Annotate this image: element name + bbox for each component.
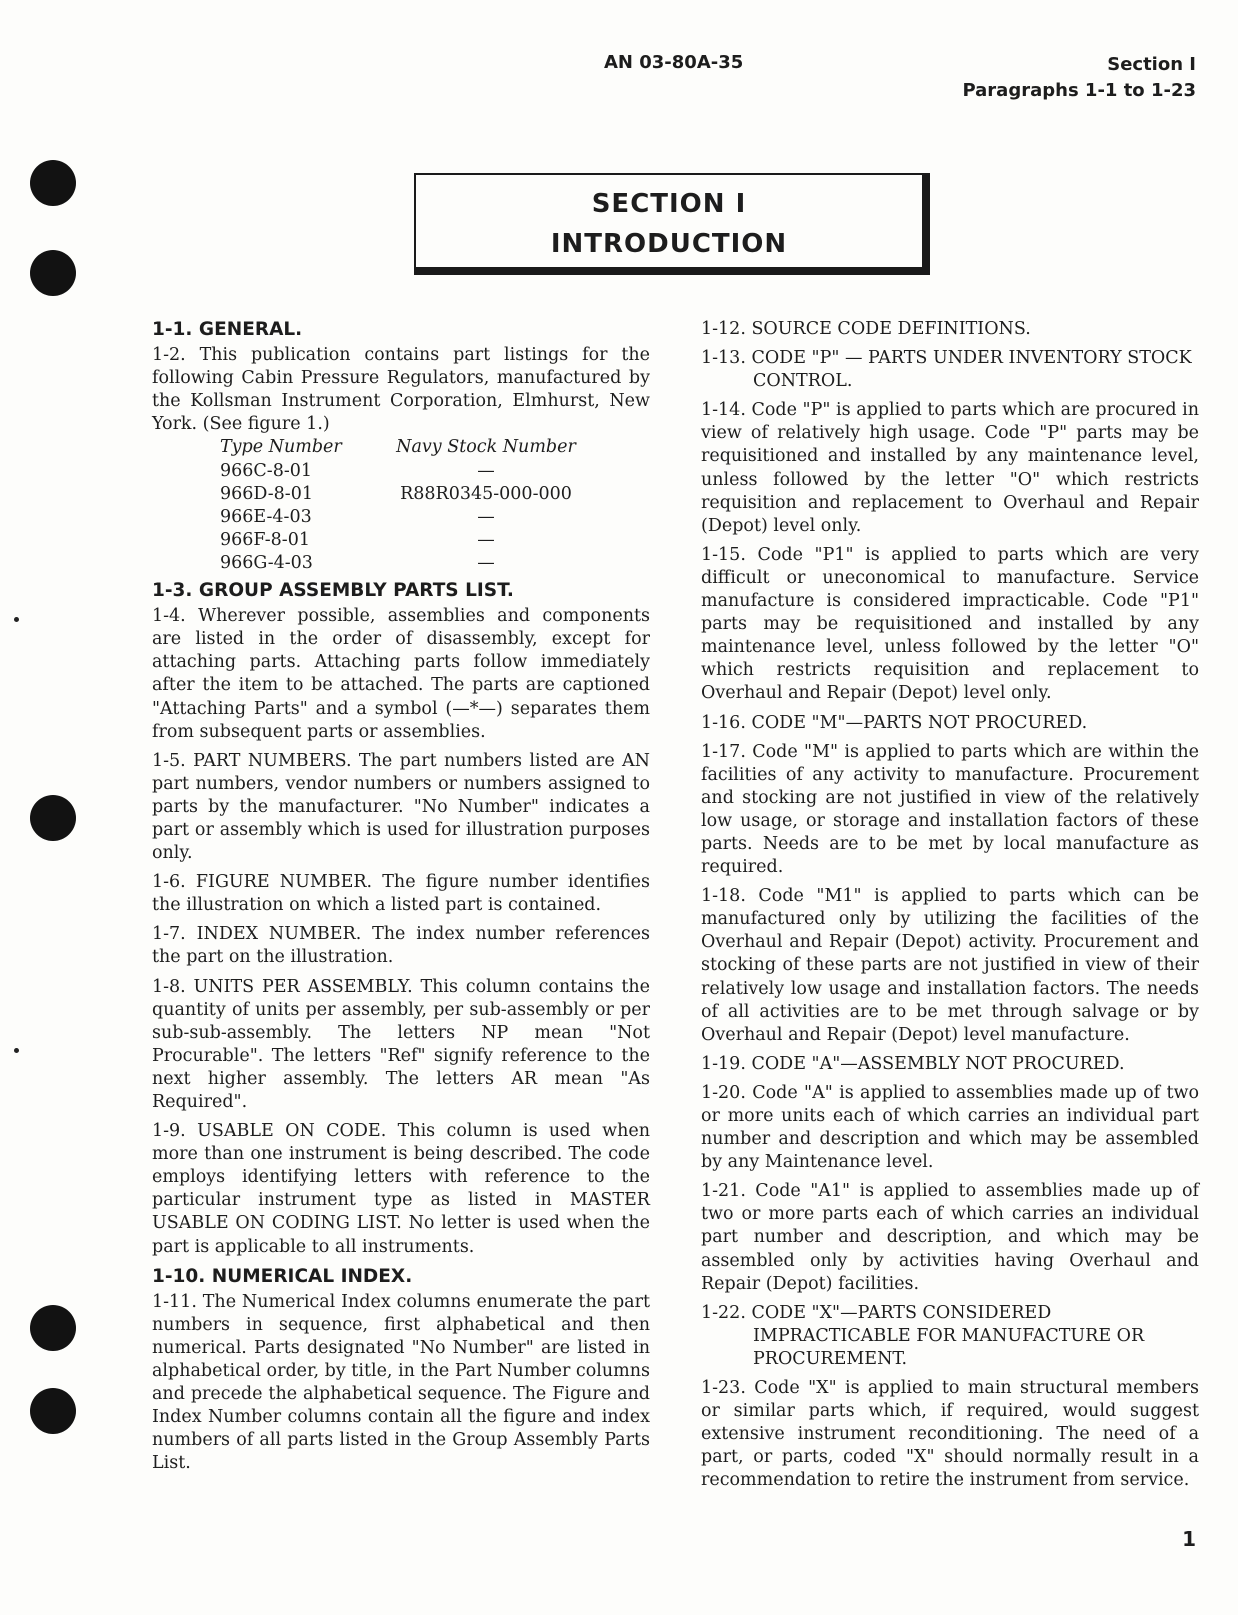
- table-row: [220, 529, 580, 552]
- right-column: [701, 318, 1199, 1499]
- paragraph-1-18: 1-18. Code "M1" is applied to parts which can be manufactured only by utilizing the facilities of the Overhaul and Repair (Depot) activity. Procurement and stocking of these parts are not justified in view of their relatively low usage and installation factors. The needs of all activities are to be met through salvage or by Overhaul and Repair (Depot) level manufacture.: [701, 886, 1199, 1045]
- heading-numerical-index: 1-10. NUMERICAL INDEX.: [152, 1265, 413, 1287]
- type-number: 966G-4-03: [220, 552, 313, 573]
- binder-hole: [30, 1305, 76, 1351]
- binder-hole: [30, 160, 76, 206]
- paragraph-1-13: 1-13. CODE "P" — PARTS UNDER INVENTORY STOCK CONTROL.: [701, 348, 1192, 392]
- paragraph-1-20: 1-20. Code "A" is applied to assemblies made up of two or more units each of which carries an individual part number and description and which may be assembled by any Maintenance level.: [701, 1082, 1199, 1173]
- type-number: 966E-4-03: [220, 506, 312, 527]
- paragraph-1-14: 1-14. Code "P" is applied to parts which are procured in view of relatively high usage. Code "P" parts may be requisitioned and installed by any maintenance level, unless followed by the letter "O" which restricts requisition and replacement to Overhaul and Repair (Depot) level only.: [701, 400, 1199, 536]
- margin-mark: [14, 617, 19, 622]
- margin-mark: [14, 1048, 19, 1053]
- column-header-type: Type Number: [220, 437, 342, 458]
- left-column: [152, 318, 650, 1482]
- doc-number: AN 03-80A-35: [604, 52, 744, 73]
- type-number: 966C-8-01: [220, 460, 313, 481]
- paragraph-1-21: 1-21. Code "A1" is applied to assemblies made up of two or more parts each of which carries an individual part number and description, and which may be assembled only by activities having Overhaul and Repair (Depot) facilities.: [701, 1181, 1199, 1294]
- section-label: Section I: [1107, 54, 1196, 75]
- table-header: [220, 436, 580, 459]
- paragraph-1-15: 1-15. Code "P1" is applied to parts which are very difficult or uneconomical to manufacture. Service manufacture is considered impracticable. Code "P1" parts may be requisitioned and installed by any maintenance level, unless followed by the letter "O" which restricts requisition and replacement to Overhaul and Repair (Depot) level only.: [701, 544, 1199, 704]
- paragraph-1-22: 1-22. CODE "X"—PARTS CONSIDERED IMPRACTICABLE FOR MANUFACTURE OR PROCUREMENT.: [701, 1302, 1145, 1369]
- type-number-table: [220, 436, 580, 575]
- paragraph-1-4: 1-4. Wherever possible, assemblies and components are listed in the order of disassembly, except for attaching parts. Attaching parts follow immediately after the item to be attached. The parts are captioned "Attaching Parts" and a symbol (—*—) separates them from subsequent parts or assemblies.: [152, 606, 650, 742]
- paragraph-1-12: 1-12. SOURCE CODE DEFINITIONS.: [701, 319, 1031, 339]
- paragraph-1-9: 1-9. USABLE ON CODE. This column is used when more than one instrument is being described. The code employs identifying letters with reference to the particular instrument type as listed in MASTER USABLE ON CODING LIST. No letter is used when the part is applicable to all instruments.: [152, 1121, 650, 1257]
- stock-number: —: [477, 552, 495, 573]
- paragraph-1-2: 1-2. This publication contains part listings for the following Cabin Pressure Regulators, manufactured by the Kollsman Instrument Corporation, Elmhurst, New York. (See figure 1.): [152, 345, 650, 435]
- stock-number: —: [477, 460, 495, 481]
- stock-number: R88R0345-000-000: [400, 483, 572, 504]
- table-row: [220, 506, 580, 529]
- paragraph-1-8: 1-8. UNITS PER ASSEMBLY. This column contains the quantity of units per assembly, per sub-assembly or per sub-sub-assembly. The letters NP mean "Not Procurable". The letters "Ref" signify reference to the next higher assembly. The letters AR mean "As Required".: [152, 976, 650, 1112]
- paragraph-range: Paragraphs 1-1 to 1-23: [962, 80, 1196, 101]
- heading-group-assembly: 1-3. GROUP ASSEMBLY PARTS LIST.: [152, 580, 514, 602]
- paragraph-1-7: 1-7. INDEX NUMBER. The index number references the part on the illustration.: [152, 924, 650, 968]
- type-number: 966F-8-01: [220, 529, 310, 550]
- paragraph-1-5: 1-5. PART NUMBERS. The part numbers listed are AN part numbers, vendor numbers or numbers assigned to parts by the manufacturer. "No Number" indicates a part or assembly which is used for illustration purposes only.: [152, 750, 650, 864]
- column-header-stock: Navy Stock Number: [396, 437, 576, 458]
- heading-general: 1-1. GENERAL.: [152, 319, 303, 340]
- stock-number: —: [477, 529, 495, 550]
- paragraph-1-19: 1-19. CODE "A"—ASSEMBLY NOT PROCURED.: [701, 1053, 1125, 1074]
- paragraph-1-23: 1-23. Code "X" is applied to main structural members or similar parts which, if required, would suggest extensive instrument reconditioning. The need of a part, or parts, coded "X" should normally result in a recommendation to retire the instrument from service.: [701, 1378, 1199, 1491]
- section-subtitle: INTRODUCTION: [550, 229, 788, 259]
- paragraph-1-16: 1-16. CODE "M"—PARTS NOT PROCURED.: [701, 712, 1088, 733]
- paragraph-1-11: 1-11. The Numerical Index columns enumerate the part numbers in sequence, first alphabetical and then numerical. Parts designated "No Number" are listed in alphabetical order, by title, in the Part Number columns and precede the alphabetical sequence. The Figure and Index Number columns contain all the figure and index numbers of all parts listed in the Group Assembly Parts List.: [152, 1291, 650, 1474]
- binder-hole: [30, 795, 76, 841]
- paragraph-1-6: 1-6. FIGURE NUMBER. The figure number identifies the illustration on which a listed part is contained.: [152, 872, 650, 916]
- paragraph-1-17: 1-17. Code "M" is applied to parts which are within the facilities of any activity to manufacture. Procurement and stocking are not justified in view of the relatively low usage, or storage and installation factors of these parts. Needs are to be met by local manufacture as required.: [701, 741, 1199, 878]
- binder-hole: [30, 1388, 76, 1434]
- page-number: 1: [1182, 1527, 1196, 1551]
- table-row: [220, 460, 580, 483]
- table-row: [220, 483, 580, 506]
- type-number: 966D-8-01: [220, 483, 313, 504]
- section-title-box: [414, 173, 930, 275]
- table-row: [220, 552, 580, 575]
- stock-number: —: [477, 506, 495, 527]
- section-title: SECTION I: [591, 189, 747, 219]
- binder-hole: [30, 250, 76, 296]
